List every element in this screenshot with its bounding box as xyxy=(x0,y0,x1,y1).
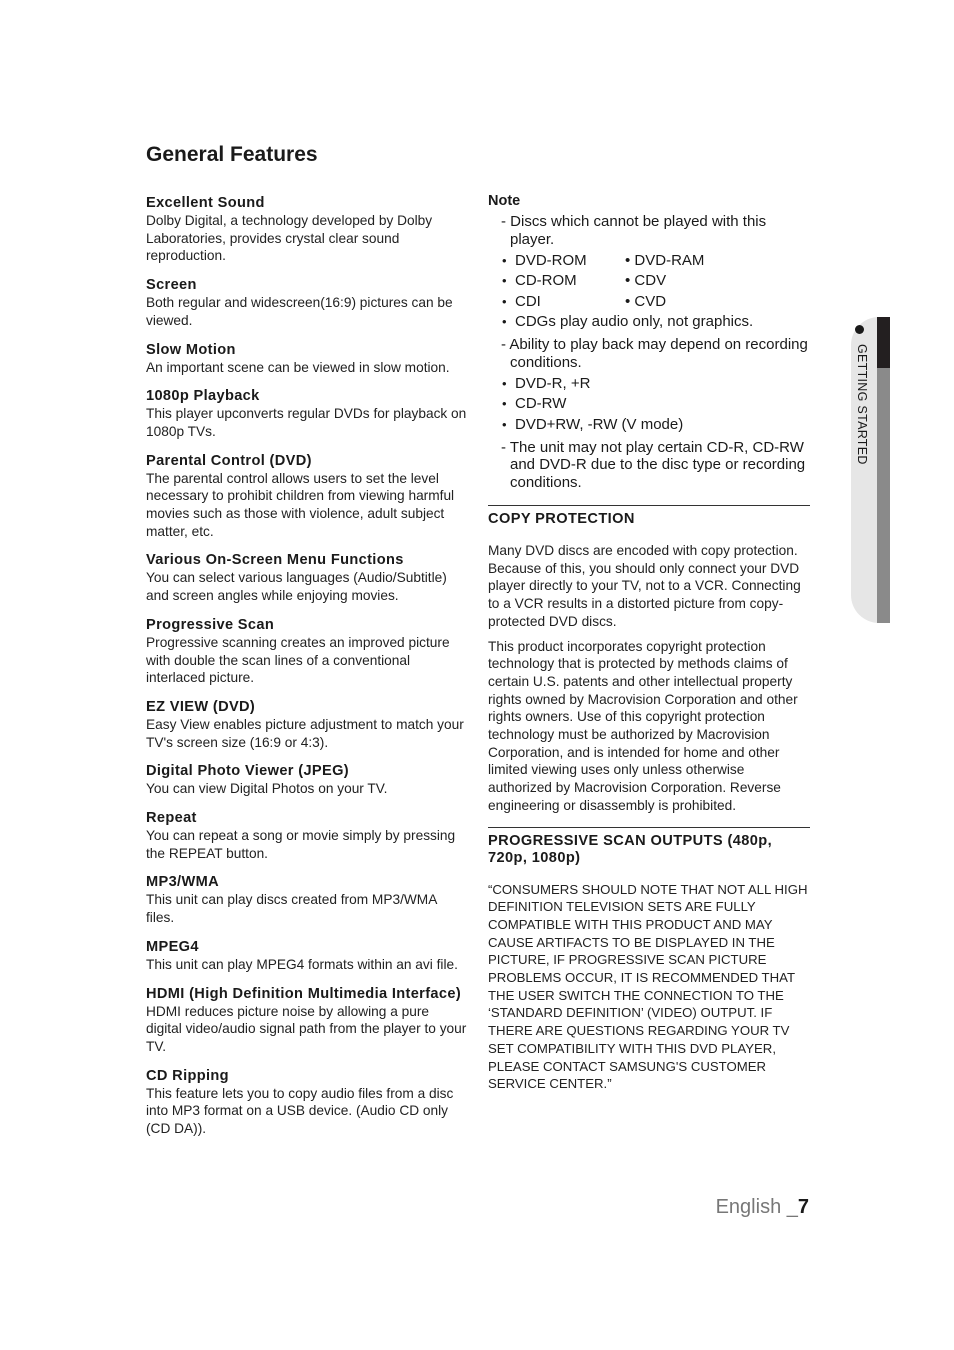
feature-slow-motion xyxy=(146,342,468,377)
feature-title: Screen xyxy=(146,277,197,294)
note-bullet-row xyxy=(488,291,810,312)
bullet-icon: • xyxy=(502,293,507,309)
feature-title: Repeat xyxy=(146,810,197,827)
note-bullet-text: CDGs play audio only, not graphics. xyxy=(515,313,754,330)
feature-title: MPEG4 xyxy=(146,938,199,955)
feature-title: CD Ripping xyxy=(146,1067,229,1084)
note-dash-item: - Ability to play back may depend on recording conditions. xyxy=(501,336,808,371)
feature-mpeg4 xyxy=(146,939,468,974)
note-bullet-text: CD-RW xyxy=(515,395,567,412)
feature-desc: HDMI reduces picture noise by allowing a pure digital video/audio signal path from the player to your TV. xyxy=(146,1003,467,1054)
feature-desc: You can select various languages (Audio/Subtitle) and screen angles while enjoying movies. xyxy=(146,570,447,604)
feature-screen xyxy=(146,277,468,329)
side-tab-label: GETTING STARTED xyxy=(855,344,869,465)
copy-protection-para: This product incorporates copyright protection technology that is protected by methods claims of certain U.S. patents and other intellectual property rights owned by Macrovision Corporation and other rights owners. Use of this copyright protection technology must be authorized by Macrovision Corporation, and is intended for home and other limited viewing uses only unless otherwise authorized by Macrovision Corporation. Reverse engineering or disassembly is prohibited. xyxy=(488,638,798,813)
bullet-icon: • xyxy=(502,396,507,411)
progressive-scan-title: PROGRESSIVE SCAN OUTPUTS (480p, 720p, 1080p) xyxy=(488,832,773,866)
feature-desc: Dolby Digital, a technology developed by Dolby Laboratories, provides crystal clear sound reproduction. xyxy=(146,213,433,264)
bullet-icon: • xyxy=(502,273,507,288)
note-bullet-row xyxy=(488,312,810,333)
feature-title: Excellent Sound xyxy=(146,195,265,211)
progressive-scan-section xyxy=(488,827,810,1093)
note-bullet-text: DVD+RW, -RW (V mode) xyxy=(515,415,684,433)
feature-desc: This player upconverts regular DVDs for playback on 1080p TVs. xyxy=(146,406,467,439)
note-bullet-row xyxy=(488,414,810,435)
side-tab-bar xyxy=(877,368,890,623)
feature-photo-viewer xyxy=(146,763,468,798)
note-bullet-row xyxy=(488,250,810,271)
copy-protection-section xyxy=(488,505,810,815)
copy-protection-title: COPY PROTECTION xyxy=(488,511,635,527)
page-number: 7 xyxy=(797,1196,809,1218)
progressive-scan-para: “CONSUMERS SHOULD NOTE THAT NOT ALL HIGH DEFINITION TELEVISION SETS ARE FULLY COMPATIBLE WITH THIS PRODUCT AND MAY CAUSE ARTIFACTS TO BE DISPLAYED IN THE PICTURE, IF PROGRESSIVE SCAN PICTURE PROBLEMS OCCUR, IT IS RECOMMENDED THAT THE USER SWITCH THE CONNECTION TO THE ‘STANDARD DEFINITION’ (VIDEO) OUTPUT. IF THERE ARE QUESTIONS REGARDING YOUR TV SET COMPATIBILITY WITH THIS DVD PLAYER, PLEASE CONTACT SAMSUNG'S CUSTOMER SERVICE CENTER.” xyxy=(488,881,808,1092)
notes-column xyxy=(488,193,810,1100)
feature-desc: Both regular and widescreen(16:9) pictures can be viewed. xyxy=(146,295,453,328)
note-bullet-text: CDI xyxy=(515,292,541,310)
note-bullet-text: DVD-R, +R xyxy=(515,374,591,392)
feature-title: Digital Photo Viewer (JPEG) xyxy=(146,763,349,780)
feature-cd-ripping xyxy=(146,1068,468,1138)
page-footer xyxy=(716,1196,809,1219)
feature-progressive-scan xyxy=(146,617,468,687)
page-title: General Features xyxy=(146,143,318,166)
feature-title: Progressive Scan xyxy=(146,616,275,633)
feature-desc: You can repeat a song or movie simply by pressing the REPEAT button. xyxy=(146,828,456,861)
note-dash-item: - Discs which cannot be played with this player. xyxy=(501,213,767,248)
footer-language: English _ xyxy=(715,1196,798,1218)
feature-title: Parental Control (DVD) xyxy=(146,452,312,469)
feature-ez-view xyxy=(146,699,468,751)
feature-parental-control xyxy=(146,453,468,541)
feature-title: EZ VIEW (DVD) xyxy=(146,698,256,715)
feature-on-screen-menu xyxy=(146,552,468,604)
copy-protection-para: Many DVD discs are encoded with copy protection. Because of this, you should only connect your DVD player directly to your TV, not to a VCR. Connecting to a VCR results in a distorted picture from copy-protected DVD discs. xyxy=(488,543,801,629)
feature-desc: An important scene can be viewed in slow motion. xyxy=(146,359,450,375)
feature-desc: Easy View enables picture adjustment to match your TV's screen size (16:9 or 4:3). xyxy=(146,716,464,750)
bullet-icon: • xyxy=(502,252,507,268)
feature-desc: You can view Digital Photos on your TV. xyxy=(146,781,388,797)
feature-hdmi xyxy=(146,986,468,1056)
feature-title: Various On-Screen Menu Functions xyxy=(146,552,404,569)
note-dash-item: - The unit may not play certain CD-R, CD-RW and DVD-R due to the disc type or recording conditions. xyxy=(501,438,806,491)
feature-1080p-playback xyxy=(146,388,468,440)
note-bullet-row xyxy=(488,271,810,292)
feature-desc: This feature lets you to copy audio files from a disc into MP3 format on a USB device. (Audio CD only (CD DA)). xyxy=(146,1085,454,1137)
note-bullet-text: • CVD xyxy=(625,292,667,310)
note-bullet-text: DVD-ROM xyxy=(515,251,587,269)
feature-title: Slow Motion xyxy=(146,341,236,358)
bullet-icon: • xyxy=(502,375,507,391)
feature-desc: The parental control allows users to set the level necessary to prohibit children from viewing harmful movies such as those with violence, adult subject matter, etc. xyxy=(146,470,455,539)
note-bullet-row xyxy=(488,373,810,394)
feature-title: HDMI (High Definition Multimedia Interface) xyxy=(146,985,462,1002)
note-bullet-text: CD-ROM xyxy=(515,272,577,289)
bullet-icon: • xyxy=(502,416,507,432)
feature-title: MP3/WMA xyxy=(146,874,219,891)
feature-title: 1080p Playback xyxy=(146,388,260,405)
bullet-icon: • xyxy=(502,314,507,329)
note-bullet-text: • CDV xyxy=(625,272,667,289)
note-title: Note xyxy=(488,193,521,209)
bullet-icon xyxy=(855,325,864,334)
feature-desc: This unit can play MPEG4 formats within an avi file. xyxy=(146,956,458,972)
features-column xyxy=(146,195,468,1150)
feature-desc: Progressive scanning creates an improved picture with double the scan lines of a conventional interlaced picture. xyxy=(146,634,450,686)
feature-repeat xyxy=(146,810,468,862)
side-tab-marker xyxy=(877,317,890,368)
feature-mp3-wma xyxy=(146,874,468,926)
note-bullet-text: • DVD-RAM xyxy=(625,251,705,269)
note-bullet-row xyxy=(488,394,810,415)
feature-desc: This unit can play discs created from MP3/WMA files. xyxy=(146,892,437,926)
feature-excellent-sound xyxy=(146,195,468,265)
